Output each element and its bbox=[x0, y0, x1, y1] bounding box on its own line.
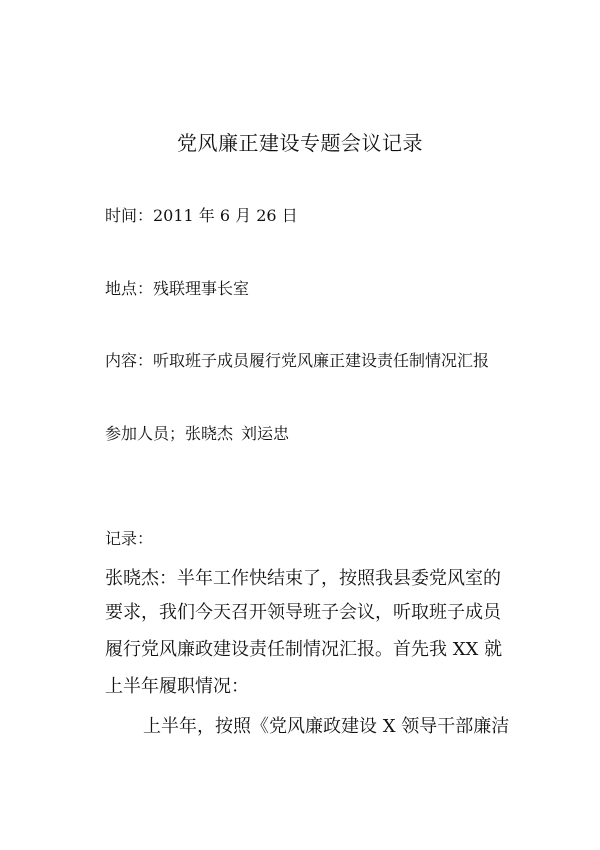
body-line: 要求，我们今天召开领导班子会议，听取班子成员 bbox=[105, 602, 501, 623]
record-label: 记录： bbox=[105, 529, 154, 548]
page-title: 党风廉正建设专题会议记录 bbox=[177, 131, 423, 155]
meeting-attendees bbox=[105, 421, 289, 444]
body-line: 上半年履职情况： bbox=[105, 676, 249, 697]
attendees-primary: 参加人员；张晓杰 bbox=[105, 424, 234, 443]
meeting-time: 时间：2011 年 6 月 26 日 bbox=[105, 206, 298, 225]
meeting-place: 地点：残联理事长室 bbox=[105, 279, 250, 298]
attendees-secondary: 刘运忠 bbox=[241, 424, 290, 443]
body-line: 上半年，按照《党风廉政建设 X 领导干部廉洁 bbox=[143, 716, 510, 737]
meeting-content: 内容：听取班子成员履行党风廉正建设责任制情况汇报 bbox=[105, 351, 490, 370]
body-line: 张晓杰：半年工作快结束了，按照我县委党风室的 bbox=[105, 568, 501, 589]
body-line: 履行党风廉政建设责任制情况汇报。首先我 XX 就 bbox=[105, 639, 503, 660]
